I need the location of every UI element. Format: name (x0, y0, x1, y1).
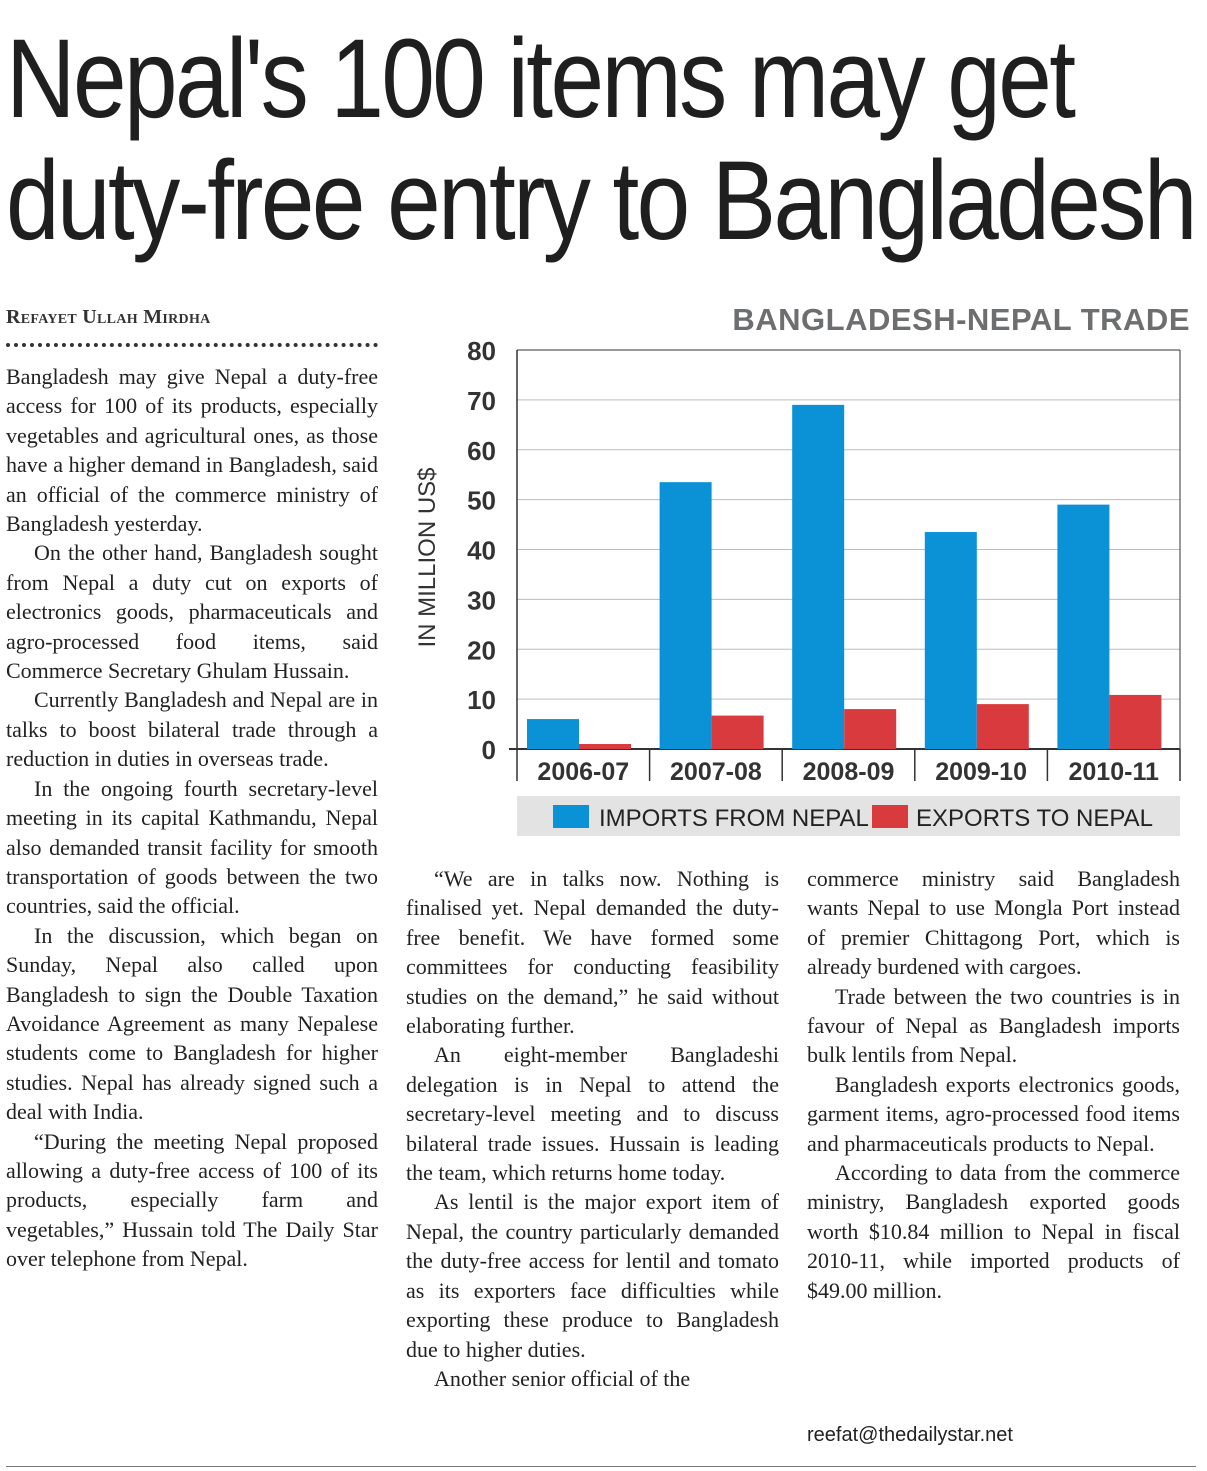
page-bottom-rule (6, 1466, 1196, 1467)
paragraph: Another senior official of the (434, 1365, 691, 1391)
paragraph: “We are in talks now. Nothing is finalised yet. Nepal demanded the duty-free benefit. We have formed some committees for conducting feasibility studies on the demand,” he said without elaborating further. (406, 866, 779, 1039)
x-tick-label: 2006-07 (537, 758, 630, 786)
y-tick-label: 80 (467, 336, 496, 366)
byline-divider (6, 343, 378, 347)
article-column-3 (807, 864, 1180, 1305)
author-email: reefat@thedailystar.net (807, 1424, 1013, 1446)
bar-exports (844, 709, 896, 749)
bar-imports (527, 719, 579, 749)
bar-imports (792, 405, 844, 749)
y-tick-label: 70 (467, 385, 496, 416)
y-tick-label: 20 (467, 635, 496, 666)
paragraph: commerce ministry said Bangladesh wants Nepal to use Mongla Port instead of premier Chittagong Port, which is already burdened with cargoes. (807, 866, 1180, 980)
bar-imports (660, 482, 712, 749)
paragraph: Bangladesh exports electronics goods, garment items, agro-processed food items and pharmaceuticals products to Nepal. (807, 1071, 1180, 1156)
y-tick-label: 50 (467, 485, 496, 516)
headline-line-1: Nepal's 100 items may get (6, 16, 1074, 141)
legend-label-exports: EXPORTS TO NEPAL (916, 805, 1153, 832)
legend-label-imports: IMPORTS FROM NEPAL (599, 805, 869, 832)
x-tick-label: 2009-10 (935, 758, 1027, 786)
bar-exports (579, 744, 631, 749)
byline: Refayet Ullah Mirdha (6, 306, 211, 328)
y-tick-label: 40 (467, 535, 496, 566)
bar-exports (712, 716, 764, 749)
bar-exports (977, 704, 1029, 749)
y-tick-label: 10 (467, 685, 496, 716)
y-tick-label: 60 (467, 435, 496, 466)
x-tick-label: 2010-11 (1068, 758, 1159, 786)
trade-chart (400, 300, 1190, 845)
bar-exports (1109, 695, 1161, 749)
article-column-1 (6, 362, 378, 1274)
y-tick-label: 0 (481, 735, 496, 765)
paragraph: “During the meeting Nepal proposed allowing a duty-free access of 100 of its products, especially farm and vegetables,” Hussain told The Daily Star over telephone from Nepal. (6, 1128, 378, 1272)
bar-imports (1057, 505, 1109, 749)
paragraph: Bangladesh may give Nepal a duty-free access for 100 of its products, especially vegetables and agricultural ones, as those have a higher demand in Bangladesh, said an official of the commerce ministry of Bangladesh yesterday. (6, 364, 378, 537)
paragraph: An eight-member Bangladeshi delegation is in Nepal to attend the secretary-level meeting and to discuss bilateral trade issues. Hussain is leading the team, which returns home today. (406, 1042, 779, 1186)
bar-imports (925, 532, 977, 749)
x-tick-label: 2008-09 (802, 758, 895, 786)
paragraph: On the other hand, Bangladesh sought from Nepal a duty cut on exports of electronics goods, pharmaceuticals and agro-processed food items, said Commerce Secretary Ghulam Hussain. (6, 540, 378, 684)
x-tick-label: 2007-08 (670, 758, 762, 786)
paragraph: According to data from the commerce ministry, Bangladesh exported goods worth $10.84 million to Nepal in fiscal 2010-11, while imported products of $49.00 million. (807, 1160, 1180, 1303)
legend-swatch-imports (553, 805, 589, 828)
article-column-2 (406, 864, 779, 1393)
paragraph: As lentil is the major export item of Nepal, the country particularly demanded the duty-free access for lentil and tomato as its exporters face difficulties while exporting these produce to Bangladesh due to higher duties. (406, 1189, 779, 1362)
chart-title: BANGLADESH-NEPAL TRADE (732, 302, 1190, 337)
legend-swatch-exports (872, 805, 908, 828)
paragraph: Trade between the two countries is in favour of Nepal as Bangladesh imports bulk lentils from Nepal. (807, 983, 1180, 1068)
paragraph: In the discussion, which began on Sunday, Nepal also called upon Bangladesh to sign the Double Taxation Avoidance Agreement as many Nepalese students come to Bangladesh for higher studies. Nepal has already signed such a deal with India. (6, 922, 378, 1125)
chart-svg (400, 300, 1190, 845)
paragraph: Currently Bangladesh and Nepal are in talks to boost bilateral trade through a reduction in duties in overseas trade. (6, 687, 378, 772)
y-axis-label: IN MILLION US$ (414, 467, 441, 648)
headline-line-2: duty-free entry to Bangladesh (6, 138, 1195, 263)
headline (6, 16, 1195, 263)
paragraph: In the ongoing fourth secretary-level meeting in its capital Kathmandu, Nepal also demanded transit facility for smooth transportation of goods between the two countries, said the official. (6, 775, 378, 919)
y-tick-label: 30 (467, 585, 496, 616)
